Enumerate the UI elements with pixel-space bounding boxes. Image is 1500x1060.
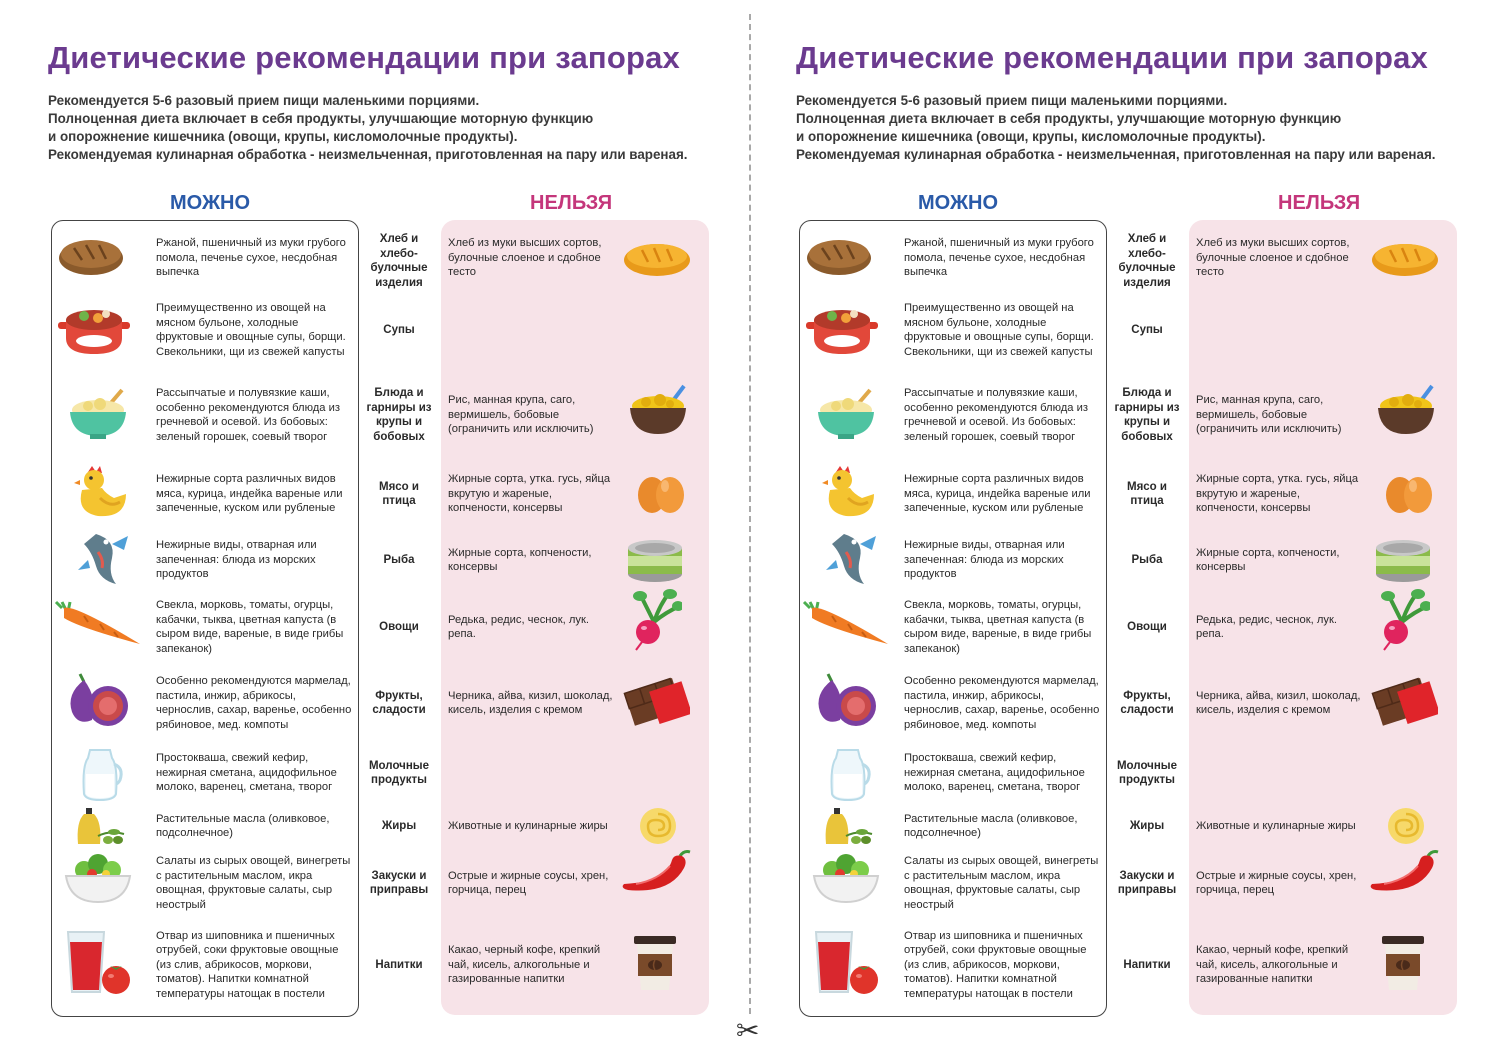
category-label: Хлеб и хлебо-булочные изделия <box>370 233 428 289</box>
allowed-text: Простокваша, свежий кефир, нежирная сметана, ацидофильное молоко, варенец, сметана, творог <box>904 752 1085 793</box>
category-label: Мясо и птица <box>379 480 419 507</box>
chicken-icon <box>70 464 130 527</box>
forbidden-text: Жирные сорта, копчености, консервы <box>448 546 592 573</box>
allowed-text: Простокваша, свежий кефир, нежирная сметана, ацидофильное молоко, варенец, сметана, творог <box>156 752 337 793</box>
forbidden-text: Рис, манная крупа, саго, вермишель, бобовые (ограничить или исключить) <box>1196 394 1342 435</box>
soup-pot-icon <box>56 298 132 363</box>
forbidden-text: Какао, черный кофе, крепкий чай, кисель, алкогольные и газированные напитки <box>448 944 601 985</box>
bread-icon <box>804 232 874 283</box>
food-row <box>48 594 748 660</box>
food-row <box>48 748 748 798</box>
allowed-text: Ржаной, пшеничный из муки грубого помола, печенье сухое, несдобная выпечка <box>156 237 346 278</box>
eggs-icon <box>632 472 688 521</box>
food-row <box>48 806 748 846</box>
allowed-text: Нежирные виды, отварная или запеченная: блюда из морских продуктов <box>156 539 317 580</box>
forbidden-text: Острые и жирные соусы, хрен, горчица, перец <box>1196 869 1357 896</box>
food-row <box>796 376 1496 454</box>
forbidden-text: Жирные сорта, копчености, консервы <box>1196 546 1340 573</box>
forbidden-header: НЕЛЬЗЯ <box>530 192 613 214</box>
allowed-header: МОЖНО <box>170 192 251 214</box>
coffee-cup-icon <box>1378 932 1428 999</box>
forbidden-text: Редька, редис, чеснок, лук. репа. <box>1196 613 1337 640</box>
forbidden-header: НЕЛЬЗЯ <box>1278 192 1361 214</box>
allowed-text: Салаты из сырых овощей, винегреты с растительным маслом, икра овощная, фруктовые салаты, сыр неострый <box>904 855 1099 911</box>
intro-line: Рекомендуемая кулинарная обработка - неизмельченная, приготовленная на пару или вареная. <box>796 147 1436 162</box>
intro-line: Рекомендуется 5-6 разовый прием пищи маленькими порциями. <box>796 93 1228 108</box>
page-right <box>796 0 1496 1060</box>
food-row <box>796 850 1496 916</box>
category-label: Фрукты, сладости <box>1120 689 1174 716</box>
olive-oil-icon <box>74 806 128 853</box>
forbidden-text: Хлеб из муки высших сортов, булочные слоеное и сдобное тесто <box>448 237 602 278</box>
forbidden-text: Животные и кулинарные жиры <box>1196 819 1356 832</box>
allowed-text: Салаты из сырых овощей, винегреты с растительным маслом, икра овощная, фруктовые салаты, сыр неострый <box>156 855 351 911</box>
food-row <box>796 806 1496 846</box>
butter-icon <box>1384 804 1428 853</box>
bread-icon <box>56 232 126 283</box>
allowed-text: Особенно рекомендуются мармелад, пастила, инжир, абрикосы, чернослив, сахар, варенье, особенно рябиновое, мед. компоты <box>904 675 1100 731</box>
rice-bowl-icon <box>626 382 690 445</box>
allowed-text: Рассыпчатые и полувязкие каши, особенно рекомендуются блюда из гречневой и осевой. Из бобовых: зеленый горошек, соевый творог <box>156 387 340 443</box>
forbidden-text: Какао, черный кофе, крепкий чай, кисель, алкогольные и газированные напитки <box>1196 944 1349 985</box>
porridge-bowl-icon <box>66 386 130 445</box>
forbidden-text: Жирные сорта, утка. гусь, яйца вкрутую и жареные, копчености, консервы <box>448 473 611 514</box>
food-row <box>48 664 748 742</box>
allowed-text: Особенно рекомендуются мармелад, пастила, инжир, абрикосы, чернослив, сахар, варенье, особенно рябиновое, мед. компоты <box>156 675 352 731</box>
category-label: Закуски и приправы <box>1117 869 1177 896</box>
juice-tomato-icon <box>64 926 134 1001</box>
radish-icon <box>1374 588 1430 657</box>
category-label: Жиры <box>1129 819 1165 832</box>
soup-pot-icon <box>804 298 880 363</box>
forbidden-text: Рис, манная крупа, саго, вермишель, бобовые (ограничить или исключить) <box>448 394 594 435</box>
carrot-icon <box>54 600 142 655</box>
chili-pepper-icon <box>1366 848 1440 903</box>
tin-can-icon <box>1374 534 1432 589</box>
category-label: Рыба <box>383 553 415 566</box>
intro-line: и опорожнение кишечника (овощи, крупы, кисломолочные продукты). <box>48 129 518 144</box>
allowed-text: Нежирные сорта различных видов мяса, курица, индейка вареные или запеченные, куском или рубленые <box>904 473 1091 514</box>
chocolate-icon <box>1370 672 1438 733</box>
butter-icon <box>636 804 680 853</box>
chili-pepper-icon <box>618 848 692 903</box>
fish-icon <box>76 530 132 593</box>
olive-oil-icon <box>822 806 876 853</box>
fig-icon <box>812 668 880 733</box>
food-row <box>796 664 1496 742</box>
tin-can-icon <box>626 534 684 589</box>
category-label: Блюда и гарниры из крупы и бобовых <box>366 387 432 443</box>
category-label: Напитки <box>1123 958 1171 971</box>
fig-icon <box>64 668 132 733</box>
salad-bowl-icon <box>812 852 880 911</box>
category-label: Блюда и гарниры из крупы и бобовых <box>1114 387 1180 443</box>
milk-jug-icon <box>76 744 126 807</box>
food-row <box>48 462 748 526</box>
category-label: Закуски и приправы <box>369 869 429 896</box>
cut-line <box>749 14 751 1014</box>
category-label: Мясо и птица <box>1127 480 1167 507</box>
white-bread-icon <box>622 238 692 285</box>
food-row <box>796 594 1496 660</box>
juice-tomato-icon <box>812 926 882 1001</box>
forbidden-text: Животные и кулинарные жиры <box>448 819 608 832</box>
food-row <box>48 232 748 289</box>
food-row <box>796 534 1496 586</box>
allowed-text: Отвар из шиповника и пшеничных отрубей, соки фруктовые овощные (из слив, абрикосов, моркови, томатов). Напитки комнатной температуры натощак в постели <box>156 929 339 1000</box>
category-label: Молочные продукты <box>368 759 430 786</box>
forbidden-text: Жирные сорта, утка. гусь, яйца вкрутую и жареные, копчености, консервы <box>1196 473 1359 514</box>
food-row <box>48 376 748 454</box>
fish-icon <box>824 530 880 593</box>
category-label: Молочные продукты <box>1116 759 1178 786</box>
category-label: Супы <box>383 323 415 336</box>
radish-icon <box>626 588 682 657</box>
category-label: Овощи <box>1127 620 1167 633</box>
intro-line: Рекомендуемая кулинарная обработка - неизмельченная, приготовленная на пару или вареная. <box>48 147 688 162</box>
carrot-icon <box>802 600 890 655</box>
category-label: Хлеб и хлебо-булочные изделия <box>1118 233 1176 289</box>
allowed-text: Свекла, морковь, томаты, огурцы, кабачки, тыква, цветная капуста (в сыром виде, вареные, в виде грибы запеканок) <box>904 599 1092 655</box>
white-bread-icon <box>1370 238 1440 285</box>
food-row <box>48 850 748 916</box>
coffee-cup-icon <box>630 932 680 999</box>
forbidden-text: Хлеб из муки высших сортов, булочные слоеное и сдобное тесто <box>1196 237 1350 278</box>
food-row <box>796 462 1496 526</box>
allowed-text: Свекла, морковь, томаты, огурцы, кабачки, тыква, цветная капуста (в сыром виде, вареные, в виде грибы запеканок) <box>156 599 344 655</box>
forbidden-text: Редька, редис, чеснок, лук. репа. <box>448 613 589 640</box>
allowed-text: Нежирные виды, отварная или запеченная: блюда из морских продуктов <box>904 539 1065 580</box>
category-label: Супы <box>1131 323 1163 336</box>
allowed-text: Ржаной, пшеничный из муки грубого помола, печенье сухое, несдобная выпечка <box>904 237 1094 278</box>
intro-line: Рекомендуется 5-6 разовый прием пищи маленькими порциями. <box>48 93 480 108</box>
category-label: Фрукты, сладости <box>372 689 426 716</box>
intro-line: Полноценная диета включает в себя продукты, улучшающие моторную функцию <box>796 111 1342 126</box>
category-label: Жиры <box>381 819 417 832</box>
forbidden-text: Черника, айва, кизил, шоколад, кисель, изделия с кремом <box>448 689 613 716</box>
forbidden-text: Черника, айва, кизил, шоколад, кисель, изделия с кремом <box>1196 689 1361 716</box>
rice-bowl-icon <box>1374 382 1438 445</box>
page-title: Диетические рекомендации при запорах <box>48 40 680 75</box>
intro-line: и опорожнение кишечника (овощи, крупы, кисломолочные продукты). <box>796 129 1266 144</box>
milk-jug-icon <box>824 744 874 807</box>
food-row <box>48 534 748 586</box>
food-row <box>796 290 1496 370</box>
allowed-header: МОЖНО <box>918 192 999 214</box>
food-row <box>48 290 748 370</box>
category-label: Овощи <box>379 620 419 633</box>
page-title: Диетические рекомендации при запорах <box>796 40 1428 75</box>
porridge-bowl-icon <box>814 386 878 445</box>
allowed-text: Растительные масла (оливковое, подсолнечное) <box>904 812 1078 839</box>
allowed-text: Рассыпчатые и полувязкие каши, особенно рекомендуются блюда из гречневой и осевой. Из бобовых: зеленый горошек, соевый творог <box>904 387 1088 443</box>
allowed-text: Отвар из шиповника и пшеничных отрубей, соки фруктовые овощные (из слив, абрикосов, моркови, томатов). Напитки комнатной температуры натощак в постели <box>904 929 1087 1000</box>
intro-text <box>48 92 728 164</box>
chocolate-icon <box>622 672 690 733</box>
category-label: Рыба <box>1131 553 1163 566</box>
intro-text <box>796 92 1476 164</box>
category-label: Напитки <box>375 958 423 971</box>
salad-bowl-icon <box>64 852 132 911</box>
eggs-icon <box>1380 472 1436 521</box>
page-left <box>48 0 748 1060</box>
allowed-text: Растительные масла (оливковое, подсолнечное) <box>156 812 330 839</box>
allowed-text: Преимущественно из овощей на мясном бульоне, холодные фруктовые и овощные супы, борщи. Свекольники, щи из свежей капусты <box>904 302 1094 358</box>
food-row <box>796 232 1496 289</box>
intro-line: Полноценная диета включает в себя продукты, улучшающие моторную функцию <box>48 111 594 126</box>
forbidden-text: Острые и жирные соусы, хрен, горчица, перец <box>448 869 609 896</box>
food-row <box>796 922 1496 1008</box>
allowed-text: Нежирные сорта различных видов мяса, курица, индейка вареные или запеченные, куском или рубленые <box>156 473 343 514</box>
food-row <box>796 748 1496 798</box>
food-row <box>48 922 748 1008</box>
chicken-icon <box>818 464 878 527</box>
allowed-text: Преимущественно из овощей на мясном бульоне, холодные фруктовые и овощные супы, борщи. Свекольники, щи из свежей капусты <box>156 302 346 358</box>
scissors-icon: ✂ <box>736 1014 760 1047</box>
